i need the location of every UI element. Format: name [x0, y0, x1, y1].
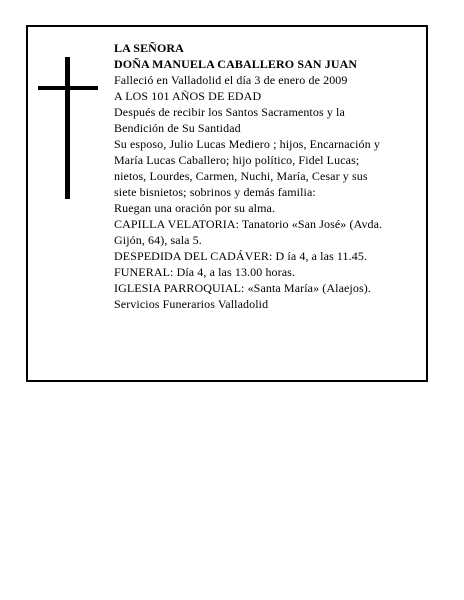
funeral-line: FUNERAL: Día 4, a las 13.00 horas. [114, 265, 296, 279]
funeral-services-line: Servicios Funerarios Valladolid [114, 297, 269, 311]
family-line-3: nietos, Lourdes, Carmen, Nuchi, María, Cesar y sus [114, 169, 368, 183]
family-line-4: siete bisnietos; sobrinos y demás familia: [114, 185, 316, 199]
notice-heading-title: LA SEÑORA [114, 41, 184, 55]
church-line: IGLESIA PARROQUIAL: «Santa María» (Alaejos). [114, 281, 371, 295]
chapel-line-2: Gijón, 64), sala 5. [114, 233, 202, 247]
chapel-line-1: CAPILLA VELATORIA: Tanatorio «San José» (Avda. [114, 217, 383, 231]
cross-icon [38, 57, 98, 199]
obituary-notice [26, 25, 428, 382]
age-line: A LOS 101 AÑOS DE EDAD [114, 89, 262, 103]
sacraments-line-1: Después de recibir los Santos Sacramentos y la [114, 105, 345, 119]
cross-horizontal-bar [38, 86, 98, 90]
death-date-line: Falleció en Valladolid el día 3 de enero de 2009 [114, 73, 348, 87]
farewell-line: DESPEDIDA DEL CADÁVER: D ía 4, a las 11.45. [114, 249, 368, 263]
sacraments-line-2: Bendición de Su Santidad [114, 121, 241, 135]
notice-text [114, 40, 426, 312]
deceased-name: DOÑA MANUELA CABALLERO SAN JUAN [114, 57, 358, 71]
family-line-2: María Lucas Caballero; hijo político, Fidel Lucas; [114, 153, 360, 167]
cross-vertical-bar [65, 57, 70, 199]
prayer-line: Ruegan una oración por su alma. [114, 201, 276, 215]
family-line-1: Su esposo, Julio Lucas Mediero ; hijos, Encarnación y [114, 137, 380, 151]
